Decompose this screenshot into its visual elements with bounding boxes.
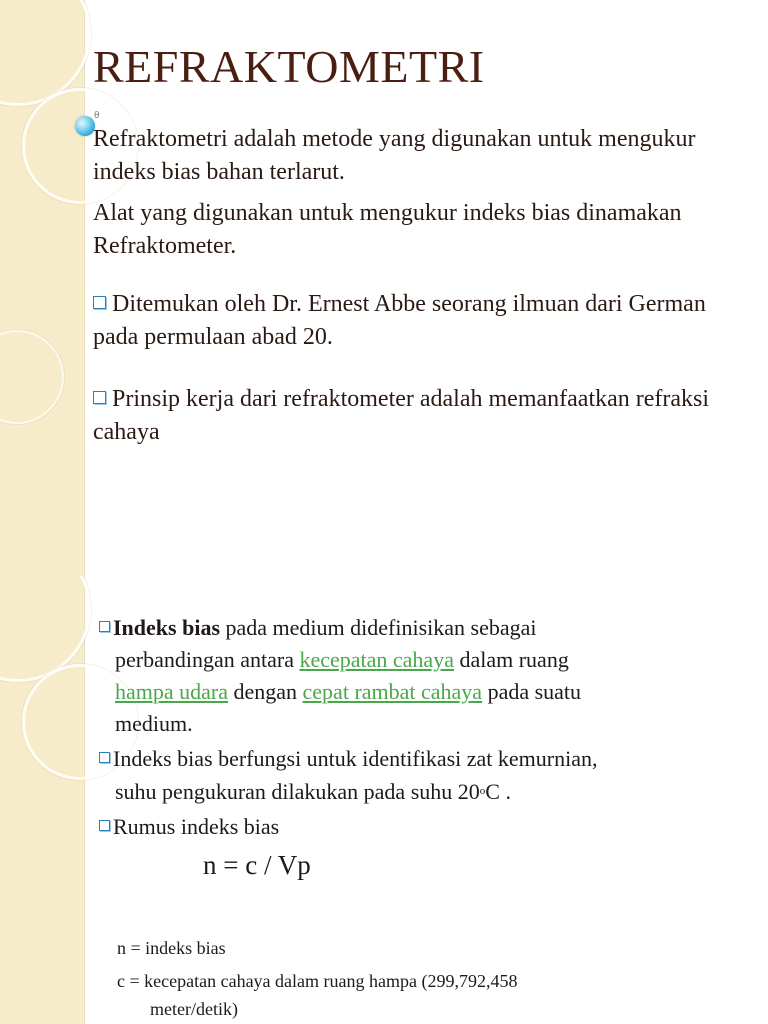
bullet-principle-text: Prinsip kerja dari refraktometer adalah memanfaatkan refraksi cahaya bbox=[93, 386, 710, 445]
slide-title: REFRAKTOMETRI bbox=[93, 41, 485, 92]
item3-text: Rumus indeks bias bbox=[113, 814, 280, 839]
instrument-paragraph: Alat yang digunakan untuk mengukur indeks bias dinamakan Refraktometer. bbox=[93, 200, 682, 259]
degree-mark: o bbox=[479, 785, 486, 797]
item1-text: pada medium didefinisikan sebagai bbox=[220, 615, 537, 640]
item1-line3 bbox=[99, 676, 728, 708]
item1-line2-end: dalam ruang bbox=[453, 647, 569, 672]
square-bullet-icon bbox=[93, 296, 106, 309]
item2-line2 bbox=[99, 775, 728, 808]
link-hampa-udara[interactable]: hampa udara bbox=[115, 679, 228, 704]
square-bullet-icon bbox=[99, 621, 110, 632]
item2-line2-end: C . bbox=[485, 779, 511, 804]
item2-line1: Indeks bias berfungsi untuk identifikasi zat kemurnian, bbox=[113, 746, 598, 771]
link-cepat-rambat-cahaya[interactable]: cepat rambat cahaya bbox=[302, 679, 483, 704]
bullet-principle bbox=[93, 383, 728, 449]
square-bullet-icon bbox=[99, 752, 110, 763]
item1-line3-end: pada suatu bbox=[482, 679, 582, 704]
note-c-line2: meter/detik) bbox=[150, 999, 238, 1019]
bullet-discovery-text: Ditemukan oleh Dr. Ernest Abbe seorang ilmuan dari German pada permulaan abad 20. bbox=[93, 291, 706, 350]
item1-line4: medium. bbox=[115, 711, 193, 736]
definition-paragraph: Refraktometri adalah metode yang digunakan untuk mengukur indeks bias bahan terlarut. bbox=[93, 126, 696, 185]
item-refractive-index-definition bbox=[99, 612, 728, 740]
orb-mark: θ bbox=[94, 111, 100, 121]
square-bullet-icon bbox=[99, 820, 110, 831]
note-n-definition: n = indeks bias bbox=[117, 938, 226, 958]
item1-line2-text: perbandingan antara bbox=[115, 647, 300, 672]
formula: n = c / Vp bbox=[203, 850, 311, 880]
item-refractive-index-function bbox=[99, 743, 728, 808]
bullet-orb-icon bbox=[75, 116, 95, 136]
item2-line2-text: suhu pengukuran dilakukan pada suhu 20 bbox=[115, 779, 480, 804]
square-bullet-icon bbox=[93, 391, 106, 404]
link-kecepatan-cahaya[interactable]: kecepatan cahaya bbox=[299, 647, 454, 672]
item-formula-heading bbox=[99, 811, 728, 843]
note-c-line1: c = kecepatan cahaya dalam ruang hampa (299,792,458 bbox=[117, 971, 518, 991]
item1-line3-text: dengan bbox=[228, 679, 303, 704]
item1-line2 bbox=[99, 644, 728, 676]
note-c-definition bbox=[117, 967, 517, 1023]
term-indeks-bias: Indeks bias bbox=[113, 615, 221, 640]
bullet-discovery bbox=[93, 288, 728, 354]
slide-2 bbox=[0, 576, 768, 1024]
